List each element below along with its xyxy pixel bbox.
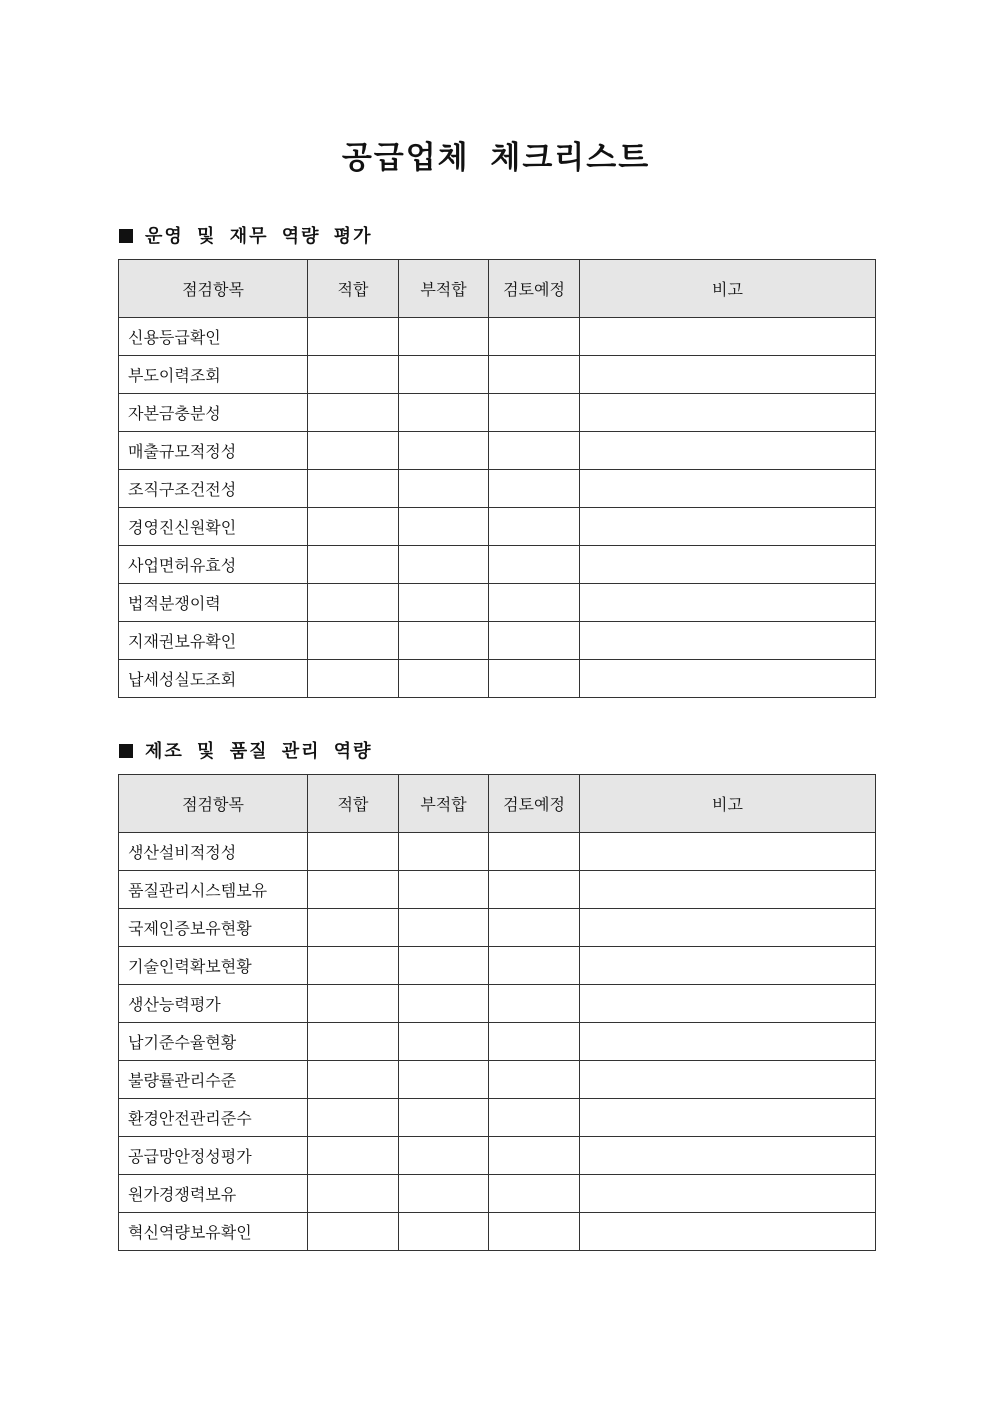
pass-cell[interactable] [308,1023,399,1061]
review-cell[interactable] [489,1023,580,1061]
pass-cell[interactable] [308,318,399,356]
review-cell[interactable] [489,508,580,546]
note-cell[interactable] [580,1099,876,1137]
pass-cell[interactable] [308,432,399,470]
fail-cell[interactable] [399,356,489,394]
note-cell[interactable] [580,1061,876,1099]
table-row [119,1175,876,1213]
item-label: 환경안전관리준수 [119,1099,308,1137]
fail-cell[interactable] [399,985,489,1023]
review-cell[interactable] [489,1099,580,1137]
page-title: 공급업체 체크리스트 [341,140,651,176]
pass-cell[interactable] [308,985,399,1023]
review-cell[interactable] [489,1175,580,1213]
section-heading-manufacturing [119,737,373,763]
note-cell[interactable] [580,394,876,432]
note-cell[interactable] [580,508,876,546]
section-heading-text: 운영 및 재무 역량 평가 [145,226,373,247]
fail-cell[interactable] [399,871,489,909]
fail-cell[interactable] [399,318,489,356]
item-label: 지재권보유확인 [119,622,308,660]
column-header-review: 검토예정 [489,775,580,833]
review-cell[interactable] [489,584,580,622]
item-label: 납세성실도조회 [119,660,308,698]
pass-cell[interactable] [308,394,399,432]
checklist-table-finance [118,259,876,698]
column-header-review: 검토예정 [489,260,580,318]
table-row [119,1213,876,1251]
table-row [119,947,876,985]
square-bullet-icon [119,229,133,243]
item-label: 불량률관리수준 [119,1061,308,1099]
fail-cell[interactable] [399,947,489,985]
column-header-pass: 적합 [308,775,399,833]
table-row [119,470,876,508]
table-row [119,909,876,947]
fail-cell[interactable] [399,546,489,584]
item-label: 원가경쟁력보유 [119,1175,308,1213]
review-cell[interactable] [489,871,580,909]
fail-cell[interactable] [399,622,489,660]
table-row [119,1099,876,1137]
review-cell[interactable] [489,985,580,1023]
table-row [119,584,876,622]
section-heading-text: 제조 및 품질 관리 역량 [145,741,373,762]
pass-cell[interactable] [308,871,399,909]
column-header-item: 점검항목 [119,775,308,833]
fail-cell[interactable] [399,660,489,698]
fail-cell[interactable] [399,584,489,622]
note-cell[interactable] [580,470,876,508]
review-cell[interactable] [489,833,580,871]
pass-cell[interactable] [308,470,399,508]
note-cell[interactable] [580,909,876,947]
column-header-note: 비고 [580,260,876,318]
fail-cell[interactable] [399,432,489,470]
fail-cell[interactable] [399,833,489,871]
item-label: 납기준수율현황 [119,1023,308,1061]
note-cell[interactable] [580,1213,876,1251]
fail-cell[interactable] [399,1099,489,1137]
item-label: 조직구조건전성 [119,470,308,508]
fail-cell[interactable] [399,1175,489,1213]
pass-cell[interactable] [308,508,399,546]
note-cell[interactable] [580,833,876,871]
pass-cell[interactable] [308,1175,399,1213]
checklist-table-manufacturing [118,774,876,1251]
item-label: 사업면허유효성 [119,546,308,584]
review-cell[interactable] [489,947,580,985]
fail-cell[interactable] [399,1061,489,1099]
item-label: 법적분쟁이력 [119,584,308,622]
pass-cell[interactable] [308,1213,399,1251]
pass-cell[interactable] [308,622,399,660]
review-cell[interactable] [489,356,580,394]
item-label: 자본금충분성 [119,394,308,432]
note-cell[interactable] [580,622,876,660]
column-header-fail: 부적합 [399,260,489,318]
section-heading-finance [119,222,373,248]
note-cell[interactable] [580,985,876,1023]
item-label: 생산능력평가 [119,985,308,1023]
table-row [119,508,876,546]
note-cell[interactable] [580,1175,876,1213]
item-label: 경영진신원확인 [119,508,308,546]
item-label: 국제인증보유현황 [119,909,308,947]
table-header-row [119,775,876,833]
note-cell[interactable] [580,1137,876,1175]
review-cell[interactable] [489,1213,580,1251]
table-row [119,660,876,698]
table-row [119,546,876,584]
review-cell[interactable] [489,622,580,660]
table-header-row [119,260,876,318]
review-cell[interactable] [489,394,580,432]
review-cell[interactable] [489,318,580,356]
column-header-note: 비고 [580,775,876,833]
fail-cell[interactable] [399,909,489,947]
pass-cell[interactable] [308,833,399,871]
table-row [119,622,876,660]
item-label: 혁신역량보유확인 [119,1213,308,1251]
pass-cell[interactable] [308,584,399,622]
column-header-fail: 부적합 [399,775,489,833]
note-cell[interactable] [580,871,876,909]
item-label: 품질관리시스템보유 [119,871,308,909]
table-row [119,432,876,470]
pass-cell[interactable] [308,356,399,394]
table-row [119,985,876,1023]
table-row [119,356,876,394]
review-cell[interactable] [489,470,580,508]
pass-cell[interactable] [308,909,399,947]
pass-cell[interactable] [308,947,399,985]
review-cell[interactable] [489,1137,580,1175]
item-label: 공급망안정성평가 [119,1137,308,1175]
table-row [119,318,876,356]
review-cell[interactable] [489,909,580,947]
pass-cell[interactable] [308,1099,399,1137]
column-header-item: 점검항목 [119,260,308,318]
pass-cell[interactable] [308,1137,399,1175]
pass-cell[interactable] [308,546,399,584]
fail-cell[interactable] [399,1213,489,1251]
table-row [119,1061,876,1099]
table-row [119,1137,876,1175]
item-label: 부도이력조회 [119,356,308,394]
note-cell[interactable] [580,546,876,584]
table-row [119,871,876,909]
review-cell[interactable] [489,660,580,698]
note-cell[interactable] [580,318,876,356]
note-cell[interactable] [580,356,876,394]
note-cell[interactable] [580,1023,876,1061]
fail-cell[interactable] [399,1023,489,1061]
review-cell[interactable] [489,546,580,584]
note-cell[interactable] [580,947,876,985]
table-row [119,1023,876,1061]
fail-cell[interactable] [399,394,489,432]
pass-cell[interactable] [308,1061,399,1099]
item-label: 기술인력확보현황 [119,947,308,985]
item-label: 매출규모적정성 [119,432,308,470]
pass-cell[interactable] [308,660,399,698]
item-label: 신용등급확인 [119,318,308,356]
table-row [119,394,876,432]
review-cell[interactable] [489,432,580,470]
note-cell[interactable] [580,660,876,698]
square-bullet-icon [119,744,133,758]
review-cell[interactable] [489,1061,580,1099]
fail-cell[interactable] [399,1137,489,1175]
fail-cell[interactable] [399,508,489,546]
note-cell[interactable] [580,432,876,470]
note-cell[interactable] [580,584,876,622]
table-row [119,833,876,871]
column-header-pass: 적합 [308,260,399,318]
item-label: 생산설비적정성 [119,833,308,871]
fail-cell[interactable] [399,470,489,508]
